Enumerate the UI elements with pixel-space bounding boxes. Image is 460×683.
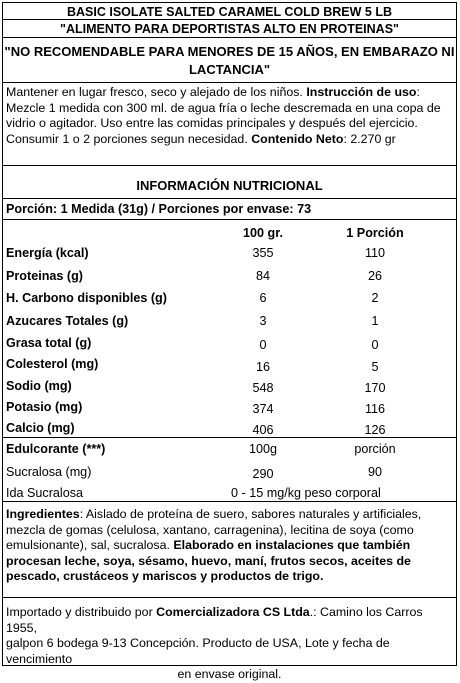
protein-claim: "ALIMENTO PARA DEPORTISTAS ALTO EN PROTEINAS" [60, 22, 399, 36]
net-content-value: : 2.270 gr [343, 131, 396, 146]
portion-row [3, 199, 456, 220]
warning-line-1: "NO RECOMENDABLE PARA MENORES DE 15 AÑOS, EN EMBARAZO NI [4, 44, 455, 59]
usage-line-2: vidrio o agitador. Uso entre las comidas principales y después del ejercicio. [6, 116, 418, 131]
ingredients-text [6, 507, 453, 585]
nutrient-value-100: 6 [259, 291, 267, 305]
nutrient-value-portion: 1 [371, 314, 379, 328]
nutrient-value-100: 16 [255, 360, 270, 374]
ingredients-block [3, 502, 456, 598]
nutrient-label: Calcio (mg) [6, 421, 75, 435]
nutrition-label [2, 2, 457, 682]
allergen-line-1: Elaborado en instalaciones que también [173, 538, 411, 553]
importer-address: .: Camino los Carros 1955, [6, 605, 423, 635]
company-name: Comercializadora CS Ltda [156, 605, 310, 619]
usage-line-3: Consumir 1 o 2 porciones segun necesidad. [6, 131, 252, 146]
ida-value: 0 - 15 mg/kg peso corporal [231, 486, 381, 500]
nutrient-value-100: 84 [255, 269, 270, 283]
sucralose-label: Sucralosa (mg) [6, 465, 92, 479]
sucralose-value-100: 290 [252, 467, 274, 481]
net-content-label: Contenido Neto [251, 131, 344, 146]
nutrient-value-portion: 116 [364, 402, 386, 416]
nutrient-label: H. Carbono disponibles (g) [6, 291, 167, 305]
nutrient-label: Sodio (mg) [6, 379, 72, 393]
ingredients-line-1: : Aislado de proteína de suero, sabores naturales y artificiales, [79, 507, 422, 521]
product-name: BASIC ISOLATE SALTED CARAMEL COLD BREW 5 LB [67, 5, 392, 19]
importer-line-2: galpon 6 bodega 9-13 Concepción. Producto de USA, Lote y fecha de vencimiento [6, 636, 390, 666]
nutrient-value-portion: 110 [364, 246, 386, 260]
nutrient-table [3, 220, 456, 440]
nutrient-value-portion: 126 [364, 423, 386, 437]
sucralose-value-portion: 90 [367, 465, 382, 479]
nutrition-title: INFORMACIÓN NUTRICIONAL [136, 178, 323, 193]
nutrient-value-100: 406 [252, 423, 274, 437]
nutrient-value-portion: 170 [364, 381, 386, 395]
column-100g: 100 gr. [243, 226, 283, 240]
nutrition-title-row [3, 166, 456, 199]
importer-block [3, 598, 456, 682]
nutrient-label: Proteinas (g) [6, 269, 83, 283]
instructions-block [3, 83, 456, 166]
ingredients-line-3: emulsionante), sal, sucralosa. [6, 538, 174, 553]
nutrient-value-portion: 0 [371, 338, 379, 352]
importer-line-1: Importado y distribuido por [6, 605, 157, 619]
nutrient-label: Energía (kcal) [6, 246, 89, 260]
ida-label: Ida Sucralosa [6, 486, 84, 500]
usage-heading: Instrucción de uso [306, 85, 417, 99]
sweetener-label: Edulcorante (***) [6, 442, 106, 456]
nutrient-value-portion: 5 [371, 360, 379, 374]
nutrient-label: Colesterol (mg) [6, 357, 99, 371]
storage-text: Mantener en lugar fresco, seco y alejado de los niños. [6, 85, 307, 99]
sweetener-col-100: 100g [248, 442, 278, 456]
sweetener-section [3, 437, 456, 502]
nutrient-value-100: 355 [252, 246, 274, 260]
ingredients-heading: Ingredientes [6, 507, 80, 521]
nutrient-value-100: 0 [259, 338, 267, 352]
allergen-line-3: pescado, crustáceos y mariscos y productos de trigo. [6, 569, 324, 584]
nutrient-label: Azucares Totales (g) [6, 314, 129, 328]
warning-row [3, 38, 456, 83]
portion-info: Porción: 1 Medida (31g) / Porciones por envase: 73 [6, 202, 312, 216]
nutrient-value-portion: 2 [371, 291, 379, 305]
nutrient-label: Potasio (mg) [6, 400, 83, 414]
nutrient-value-portion: 26 [367, 269, 382, 283]
importer-text [6, 605, 453, 683]
sweetener-col-portion: porción [354, 442, 396, 456]
allergen-line-2: procesan leche, soya, sésamo, huevo, maní, frutos secos, aceites de [6, 553, 411, 568]
nutrient-value-100: 3 [259, 314, 267, 328]
usage-line-1: Mezcle 1 medida con 300 ml. de agua fría o leche descremada en una copa de [6, 100, 441, 115]
column-portion: 1 Porción [346, 226, 404, 240]
product-title-row [3, 3, 456, 20]
colon: : [416, 85, 420, 99]
importer-line-3: en envase original. [177, 667, 282, 682]
nutrient-value-100: 374 [252, 402, 274, 416]
instructions-text [6, 85, 453, 147]
warning-line-2: LACTANCIA" [188, 62, 271, 77]
claim-row [3, 20, 456, 38]
nutrient-label: Grasa total (g) [6, 336, 92, 350]
ingredients-line-2: mezcla de gomas (celulosa, xantano, carragenina), lecitina de soya (como [6, 522, 414, 537]
nutrient-value-100: 548 [252, 381, 274, 395]
